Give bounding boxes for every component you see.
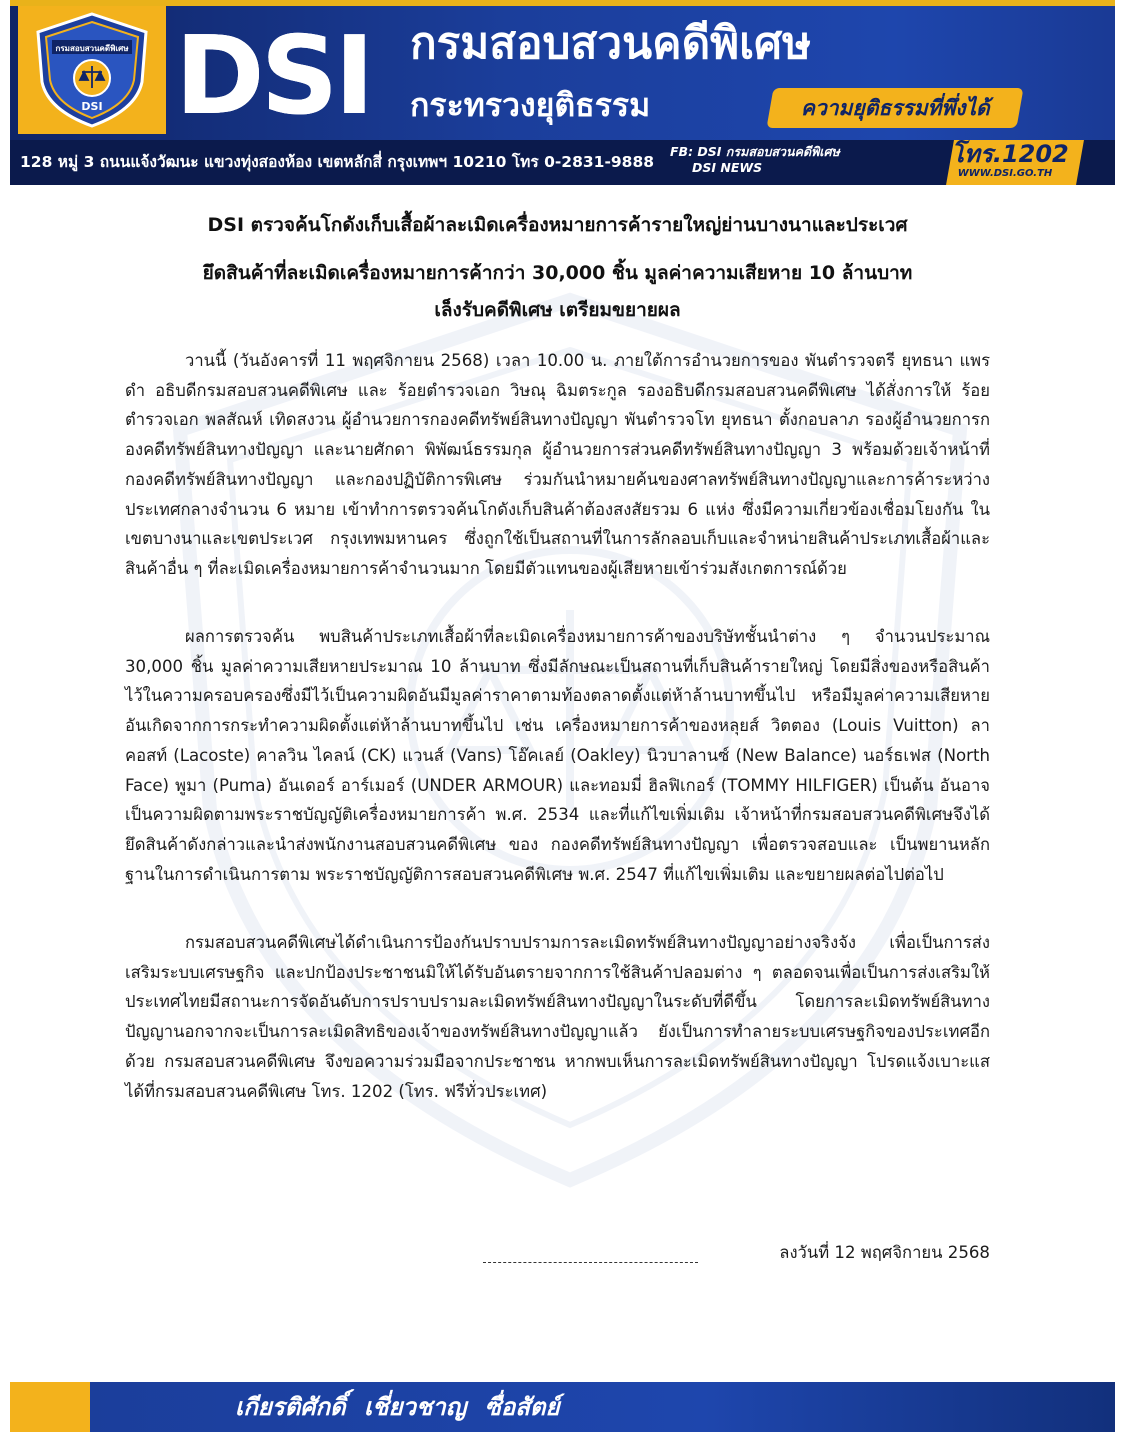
logo-sub-text: DSI: [81, 100, 103, 113]
ministry-name: กระทรวงยุติธรรม: [410, 86, 651, 124]
logo-text: กรมสอบสวนคดีพิเศษ: [55, 44, 129, 53]
slogan-badge: [766, 88, 1023, 128]
dsi-emblem-icon: [26, 10, 158, 130]
department-name: กรมสอบสวนคดีพิเศษ: [410, 18, 812, 69]
footer-motto: เกียรติศักดิ์ เชี่ยวชาญ ซื่อสัตย์: [235, 1393, 560, 1421]
headline-line-2: ยึดสินค้าที่ละเมิดเครื่องหมายการค้ากว่า 30,000 ชิ้น มูลค่าความเสียหาย 10 ล้านบาท: [202, 262, 913, 284]
address-text: 128 หมู่ 3 ถนนแจ้งวัฒนะ แขวงทุ่งสองห้อง เขตหลักสี่ กรุงเทพฯ 10210 โทร 0-2831-9888: [20, 153, 655, 171]
hotline-number: โทร.1202: [951, 140, 1069, 168]
dsi-brand-mark: DSI: [175, 14, 371, 139]
headline-line-3: เล็งรับคดีพิเศษ เตรียมขยายผล: [434, 299, 681, 321]
letterhead-header: [10, 0, 1115, 185]
paragraph-2: ผลการตรวจค้น พบสินค้าประเภทเสื้อผ้าที่ละเมิดเครื่องหมายการค้าของบริษัทชั้นนำต่าง ๆ จำนวนประมาณ 30,000 ชิ้น มูลค่าความเสียหายประมาณ 10 ล้านบาท ซึ่งมีลักษณะเป็นสถานที่เก็บสินค้ารายใหญ่ โดยมีสิ่งของหรือสินค้าไว้ในความครอบครองซึ่งมีไว้เป็นความผิดอันมีมูลค่าราคาตามท้องตลาดตั้งแต่ห้าล้านบาทขึ้นไป หรือมีมูลค่าความเสียหายอันเกิดจากการกระทำความผิดตั้งแต่ห้าล้านบาทขึ้นไป เช่น เครื่องหมายการค้าของหลุยส์ วิตตอง (Louis Vuitton) ลาคอสท์ (Lacoste) คาลวิน ไคลน์ (CK) แวนส์ (Vans) โอ๊คเลย์ (Oakley) นิวบาลานซ์ (New Balance) นอร์ธเฟส (North Face) พูมา (Puma) อันเดอร์ อาร์เมอร์ (UNDER ARMOUR) และทอมมี่ ฮิลฟิเกอร์ (TOMMY HILFIGER) เป็นต้น อันอาจเป็นความผิดตามพระราชบัญญัติเครื่องหมายการค้า พ.ศ. 2534 และที่แก้ไขเพิ่มเติม เจ้าหน้าที่กรมสอบสวนคดีพิเศษจึงได้ยึดสินค้าดังกล่าวและนำส่งพนักงานสอบสวนคดีพิเศษ ของ กองคดีทรัพย์สินทางปัญญา เพื่อตรวจสอบและ เป็นพยานหลักฐานในการดำเนินการตาม พระราชบัญญัติการสอบสวนคดีพิเศษ พ.ศ. 2547 ที่แก้ไขเพิ่มเติม และขยายผลต่อไปต่อไป: [125, 627, 990, 884]
dsi-logo: [18, 6, 166, 134]
slogan-text: ความยุติธรรมที่พึ่งได้: [800, 95, 990, 120]
paragraph-3: กรมสอบสวนคดีพิเศษได้ดำเนินการป้องกันปราบปรามการละเมิดทรัพย์สินทางปัญญาอย่างจริงจัง เพื่อเป็นการส่งเสริมระบบเศรษฐกิจ และปกป้องประชาชนมิให้ได้รับอันตรายจากการใช้สินค้าปลอมต่าง ๆ ตลอดจนเพื่อเป็นการส่งเสริมให้ประเทศไทยมีสถานะการจัดอันดับการปราบปรามละเมิดทรัพย์สินทางปัญญาในระดับที่ดีขึ้น โดยการละเมิดทรัพย์สินทางปัญญานอกจากจะเป็นการละเมิดสิทธิของเจ้าของทรัพย์สินทางปัญญาแล้ว ยังเป็นการทำลายระบบเศรษฐกิจของประเทศอีกด้วย กรมสอบสวนคดีพิเศษ จึงขอความร่วมมือจากประชาชน หากพบเห็นการละเมิดทรัพย์สินทางปัญญา โปรดแจ้งเบาะแสได้ที่กรมสอบสวนคดีพิเศษ โทร. 1202 (โทร. ฟรีทั่วประเทศ): [125, 933, 990, 1101]
facebook-info: [670, 144, 890, 180]
paragraph-1: วานนี้ (วันอังคารที่ 11 พฤศจิกายน 2568) เวลา 10.00 น. ภายใต้การอำนวยการของ พันตำรวจตรี ยุทธนา แพรดำ อธิบดีกรมสอบสวนคดีพิเศษ และ ร้อยตำรวจเอก วิษณุ ฉิมตระกูล รองอธิบดีกรมสอบสวนคดีพิเศษ ได้สั่งการให้ ร้อยตำรวจเอก พลสัณห์ เทิดสงวน ผู้อำนวยการกองคดีทรัพย์สินทางปัญญา พันตำรวจโท ยุทธนา ตั้งกอบลาภ รองผู้อำนวยการกองคดีทรัพย์สินทางปัญญา และนายศักดา พิพัฒน์ธรรมกุล ผู้อำนวยการส่วนคดีทรัพย์สินทางปัญญา 3 พร้อมด้วยเจ้าหน้าที่กองคดีทรัพย์สินทางปัญญา และกองปฏิบัติการพิเศษ ร่วมกันนำหมายค้นของศาลทรัพย์สินทางปัญญาและการค้าระหว่างประเทศกลางจำนวน 6 หมาย เข้าทำการตรวจค้นโกดังเก็บสินค้าต้องสงสัยรวม 6 แห่ง ซึ่งมีความเกี่ยวข้องเชื่อมโยงกัน ในเขตบางนาและเขตประเวศ กรุงเทพมหานคร ซึ่งถูกใช้เป็นสถานที่ในการลักลอบเก็บและจำหน่ายสินค้าประเภทเสื้อผ้าและสินค้าอื่น ๆ ที่ละเมิดเครื่องหมายการค้าจำนวนมาก โดยมีตัวแทนของผู้เสียหายเข้าร่วมสังเกตการณ์ด้วย: [125, 351, 990, 578]
section-divider: [483, 1262, 698, 1263]
facebook-line-2: DSI NEWS: [692, 160, 763, 175]
header-top-stripe: [10, 0, 1115, 6]
facebook-line-1: FB: DSI กรมสอบสวนคดีพิเศษ: [670, 144, 840, 159]
website-text: WWW.DSI.GO.TH: [957, 168, 1053, 179]
signed-date: ลงวันที่ 12 พฤศจิกายน 2568: [779, 1243, 990, 1262]
headline-line-1: DSI ตรวจค้นโกดังเก็บเสื้อผ้าละเมิดเครื่องหมายการค้ารายใหญ่ย่านบางนาและประเวศ: [207, 214, 908, 236]
